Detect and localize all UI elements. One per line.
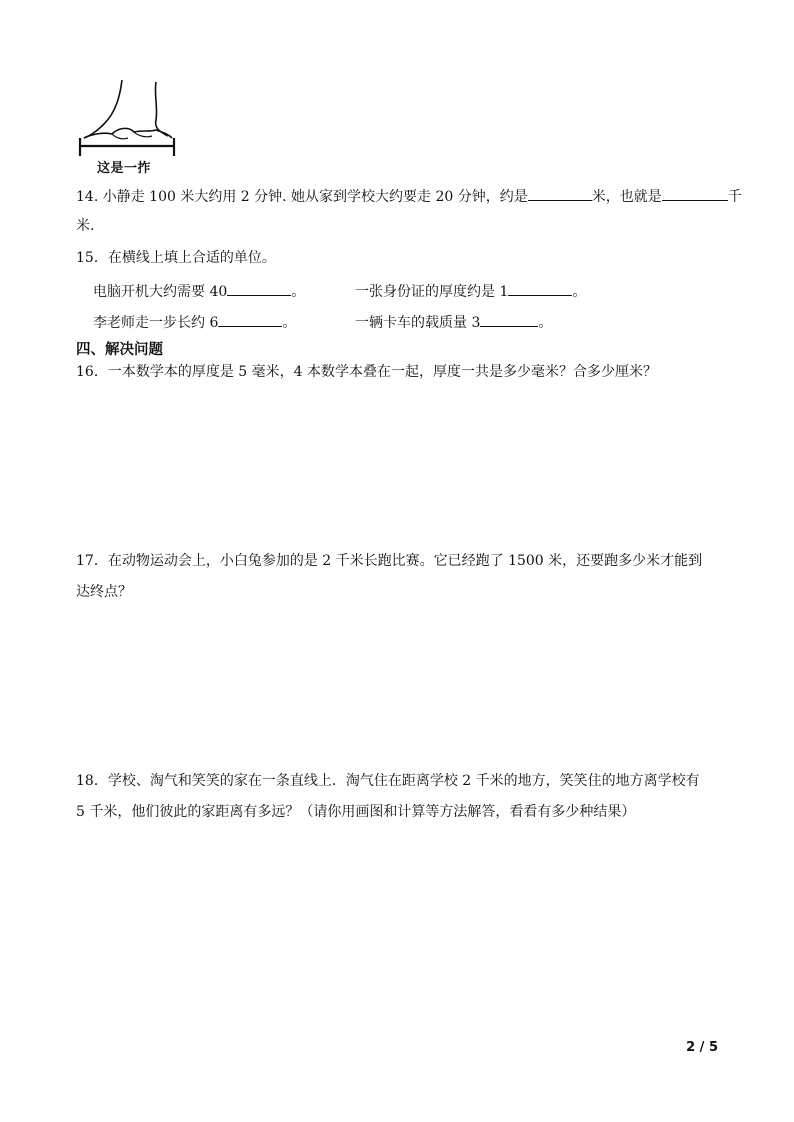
- q15-item-4: [355, 312, 552, 332]
- q14-continuation: 米.: [76, 218, 95, 234]
- q15-item-1: [93, 281, 305, 301]
- q14-blank-2: [662, 187, 728, 201]
- figure-caption: 这是一拃: [97, 161, 152, 176]
- q15-item-4-blank: [480, 313, 538, 327]
- question-18-line-2: 5 千米，他们彼此的家距离有多远？（请你用画图和计算等方法解答，看看有多少种结果）: [76, 804, 636, 820]
- q14-blank-1: [528, 187, 592, 201]
- q15-item-1-prefix: 电脑开机大约需要 40: [93, 284, 228, 300]
- q15-item-2: [355, 281, 586, 301]
- question-16: 16．一本数学本的厚度是 5 毫米，4 本数学本叠在一起，厚度一共是多少毫米？合多少厘米？: [76, 364, 657, 380]
- q14-text-b: 米，也就是: [591, 189, 662, 205]
- q14-text-c: 千: [727, 189, 742, 205]
- q15-item-3-blank: [218, 313, 282, 327]
- page-number: 2 / 5: [686, 1040, 718, 1055]
- q15-item-1-blank: [227, 282, 291, 296]
- q15-item-2-prefix: 一张身份证的厚度约是 1: [355, 284, 509, 300]
- question-14: [76, 187, 742, 207]
- q15-item-4-suffix: 。: [538, 315, 553, 331]
- q14-text-a: 14. 小静走 100 米大约用 2 分钟. 她从家到学校大约要走 20 分钟，约是: [76, 189, 528, 205]
- q15-item-2-blank: [508, 282, 572, 296]
- q15-item-4-prefix: 一辆卡车的载质量 3: [355, 315, 481, 331]
- section-4-title: 四、解决问题: [76, 342, 163, 358]
- q15-item-3-suffix: 。: [282, 315, 297, 331]
- q15-item-3-prefix: 李老师走一步长约 6: [93, 315, 219, 331]
- question-17-line-1: 17．在动物运动会上，小白兔参加的是 2 千米长跑比赛。它已经跑了 1500 米，还要跑多少米才能到: [76, 553, 703, 569]
- question-18-line-1: 18．学校、淘气和笑笑的家在一条直线上．淘气住在距离学校 2 千米的地方，笑笑住的地方离学校有: [76, 773, 700, 789]
- question-17-line-2: 达终点？: [76, 584, 132, 600]
- q15-item-3: [93, 312, 296, 332]
- q15-item-2-suffix: 。: [572, 284, 587, 300]
- question-15-stem: 15．在横线上填上合适的单位。: [76, 250, 276, 266]
- q15-item-1-suffix: 。: [291, 284, 306, 300]
